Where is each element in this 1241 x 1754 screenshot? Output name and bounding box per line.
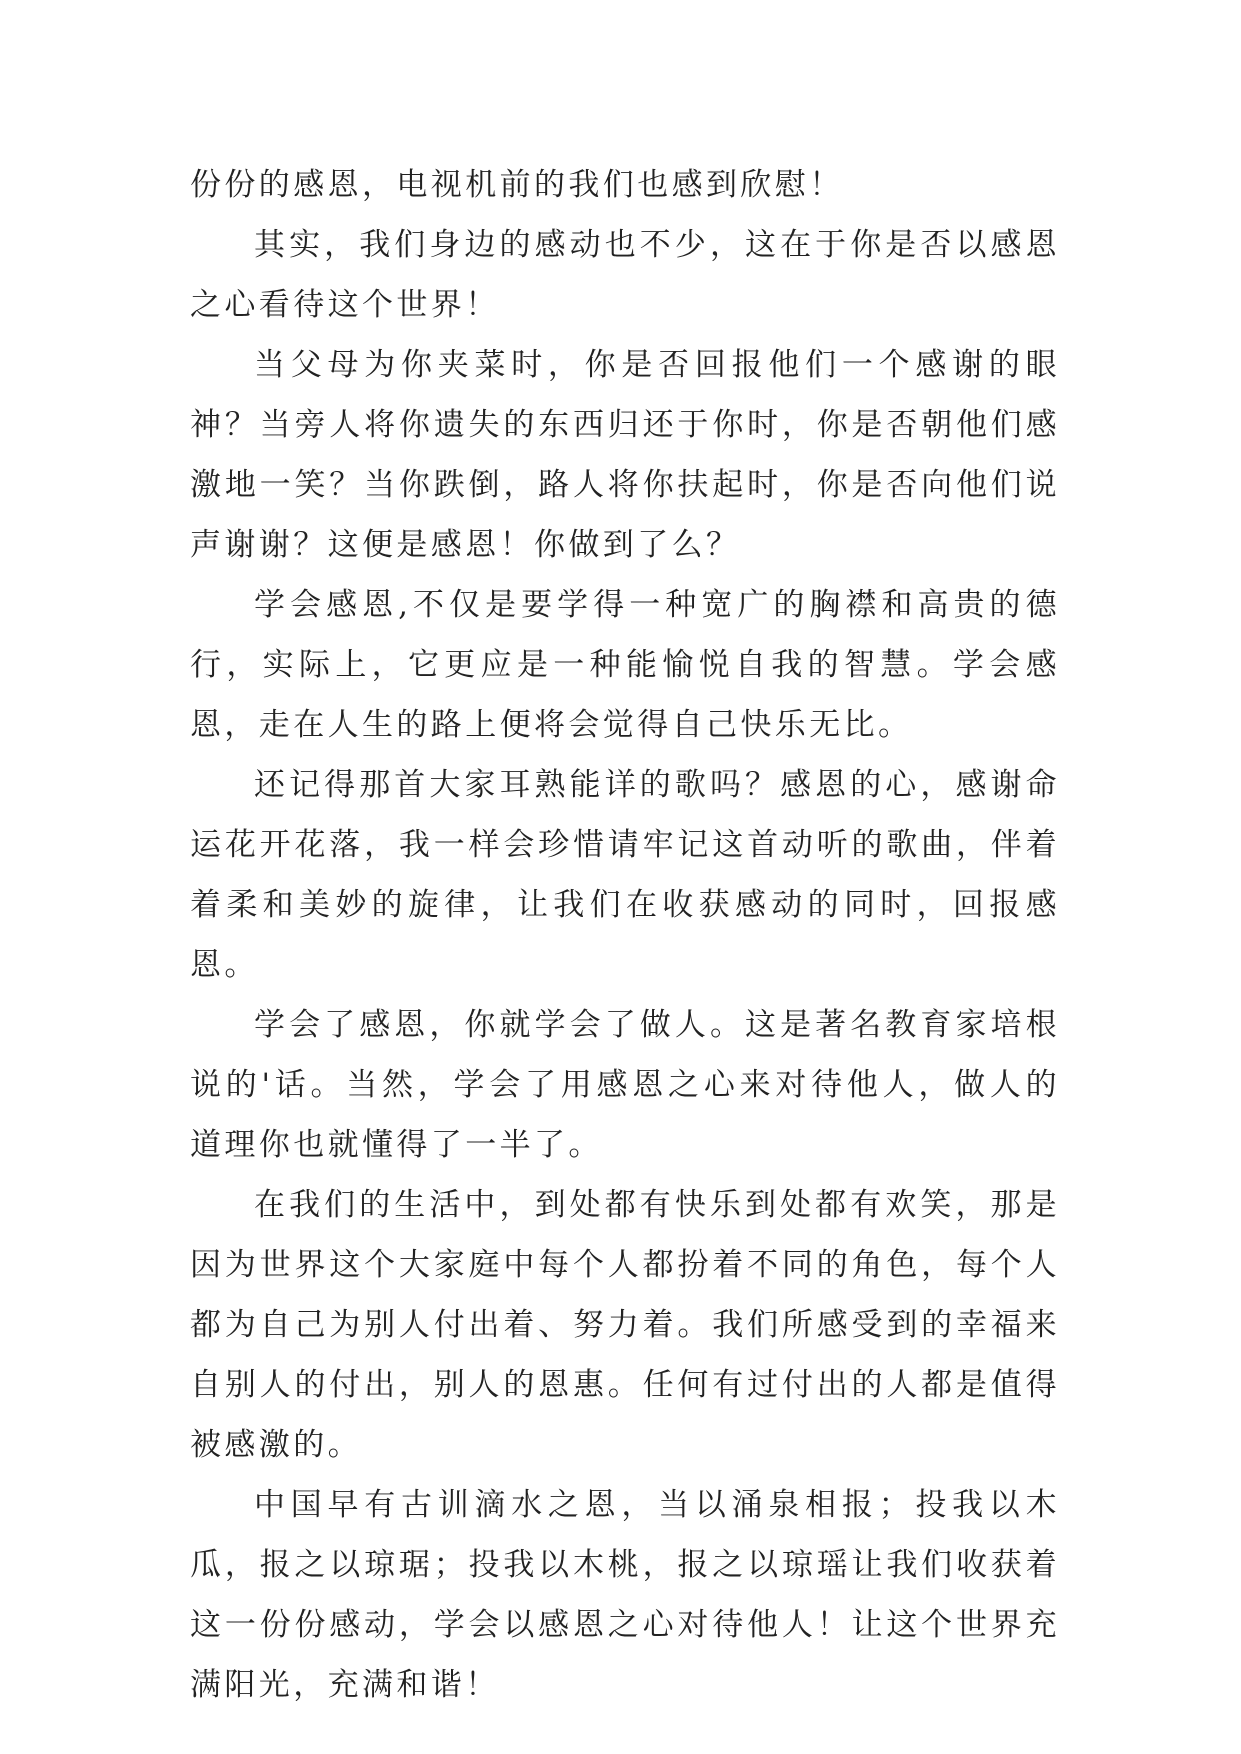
paragraph-7: 在我们的生活中，到处都有快乐到处都有欢笑，那是因为世界这个大家庭中每个人都扮着不同的角色，每个人都为自己为别人付出着、努力着。我们所感受到的幸福来自别人的付出，别人的恩惠。任何有过付出的人都是值得被感激的。: [190, 1187, 1060, 1463]
paragraph-5: 还记得那首大家耳熟能详的歌吗？感恩的心，感谢命运花开花落，我一样会珍惜请牢记这首动听的歌曲，伴着着柔和美妙的旋律，让我们在收获感动的同时，回报感恩。: [190, 767, 1060, 983]
paragraph-6: 学会了感恩，你就学会了做人。这是著名教育家培根说的'话。当然，学会了用感恩之心来对待他人，做人的道理你也就懂得了一半了。: [190, 1007, 1060, 1163]
paragraph-1: 份份的感恩，电视机前的我们也感到欣慰！: [190, 167, 844, 203]
paragraph-4: 学会感恩,不仅是要学得一种宽广的胸襟和高贵的德行，实际上，它更应是一种能愉悦自我的智慧。学会感恩，走在人生的路上便将会觉得自己快乐无比。: [190, 587, 1060, 743]
paragraph-2: 其实，我们身边的感动也不少，这在于你是否以感恩之心看待这个世界！: [190, 227, 1060, 323]
document-body: [190, 155, 1060, 1715]
paragraph-3: 当父母为你夹菜时，你是否回报他们一个感谢的眼神？当旁人将你遗失的东西归还于你时，你是否朝他们感激地一笑？当你跌倒，路人将你扶起时，你是否向他们说声谢谢？这便是感恩！你做到了么？: [190, 347, 1060, 563]
paragraph-8: 中国早有古训滴水之恩，当以涌泉相报；投我以木瓜，报之以琼琚；投我以木桃，报之以琼瑶让我们收获着这一份份感动，学会以感恩之心对待他人！让这个世界充满阳光，充满和谐！: [190, 1487, 1060, 1703]
